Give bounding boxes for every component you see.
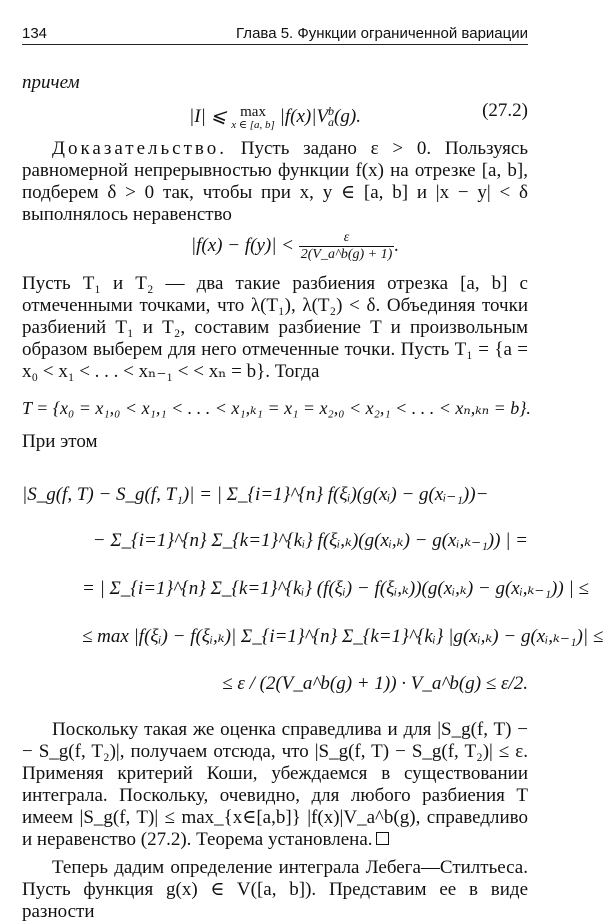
page-number: 134 [22,25,48,42]
estimate-line-5: ≤ ε / (2(V_a^b(g) + 1)) · V_a^b(g) ≤ ε/2. [222,673,528,694]
estimate-line-1: |S_g(f, T) − S_g(f, T₁)| = | Σ_{i=1}^{n} f(ξᵢ)(g(xᵢ) − g(xᵢ₋₁))− [22,484,489,505]
estimate-line-3: = | Σ_{i=1}^{n} Σ_{k=1}^{kᵢ} (f(ξᵢ) − f(ξᵢ,ₖ))(g(xᵢ,ₖ) − g(xᵢ,ₖ₋₁)) | ≤ [82,578,589,599]
page-body [22,72,603,923]
proof-text: Пусть задано ε > 0. Пользуясь равномерной непрерывностью функции f(x) на отрезке [a, b], подберем δ > 0 так, чтобы при x, y ∈ [a, b] и |x − y| < δ выполнялось неравенство [22,138,528,225]
estimate-line-4: ≤ max |f(ξᵢ) − f(ξᵢ,ₖ)| Σ_{i=1}^{n} Σ_{k=1}^{kᵢ} |g(xᵢ,ₖ) − g(xᵢ,ₖ₋₁)| ≤ [82,626,603,647]
equation-27-2 [22,100,528,132]
pri-etom-line: При этом [22,431,98,452]
cauchy-paragraph: Поскольку такая же оценка справедлива и для |S_g(f, T) − − S_g(f, T₂)|, получаем отсюда, что |S_g(f, T) − S_g(f, T₂)| ≤ ε. Применяя критерий Коши, убеждаемся в существовании интеграла. Поскольку, очевидно, для любого разбиения T имеем |S_g(f, T)| ≤ max_{x∈[a,b]} |f(x)|V_a^b(g), справедливо и неравенство (27.2). Теорема установлена. [22,719,528,850]
partitions-paragraph: Пусть T₁ и T₂ — два такие разбиения отрезка [a, b] с отмеченными точками, что λ(T₁), λ(T₂) < δ. Объединяя точки разбиений T₁ и T₂, составим разбиение T и произвольным образом выберем для него отмеченные точки. Пусть T₁ = {a = x₀ < x₁ < . . . < xₙ₋₁ < < xₙ = b}. Тогда [22,273,528,382]
pri-chem-line: причем [22,72,80,93]
equation-tag: (27.2) [482,100,528,121]
chapter-title: Глава 5. Функции ограниченной вариации [236,25,528,42]
estimate-line-2: − Σ_{i=1}^{n} Σ_{k=1}^{kᵢ} f(ξᵢ,ₖ)(g(xᵢ,ₖ) − g(xᵢ,ₖ₋₁)) | = [92,530,528,551]
qed-box-icon [376,832,389,845]
partition-T-definition: T = {x₀ = x₁,₀ < x₁,₁ < . . . < x₁,ₖ₁ = x₁ = x₂,₀ < x₂,₁ < . . . < xₙ,ₖₙ = b}. [22,398,531,418]
running-header [22,24,528,45]
max-operator: max x ∈ [a, b] [231,104,275,132]
inequality-f: |f(x) − f(y)| < $\frac{\varepsilon}{2(V\_a\^{}b(g) + 1)}$ . [190,230,400,262]
epsilon-fraction: $\frac{\varepsilon}{2(V\_a\^{}b(g) + 1)}$ [300,230,393,262]
equation-27-2-body: |I| ⩽ max x ∈ [a, b] $|f(x)|V_a^b(g)$. [189,104,361,132]
lebesgue-stieltjes-paragraph: Теперь дадим определение интеграла Лебега—Стилтьеса. Пусть функция g(x) ∈ V([a, b]). Представим ее в виде разности [22,857,528,922]
proof-paragraph [22,138,528,226]
proof-keyword: Доказательство. [52,138,227,159]
